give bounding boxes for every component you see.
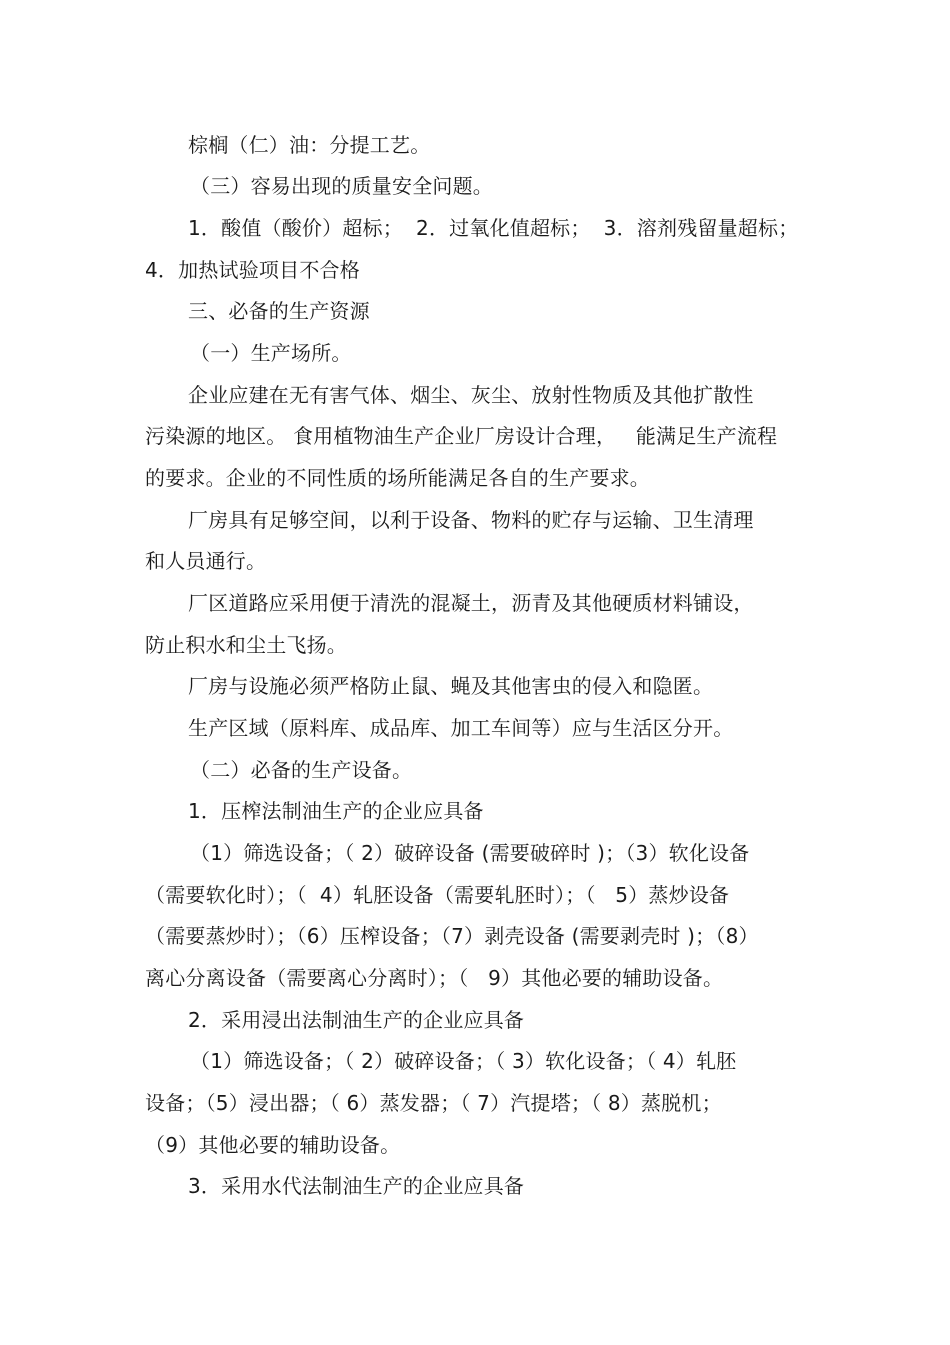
text-line-road-1: 厂区道路应采用便于清洗的混凝土，沥青及其他硬质材料铺设， [188, 591, 754, 615]
text-line-road-2: 防止积水和尘土飞扬。 [145, 633, 347, 657]
heading-extraction-method: 2．采用浸出法制油生产的企业应具备 [188, 1008, 525, 1032]
text-line-press-1: （1）筛选设备；（ 2）破碎设备 (需要破碎时 )；（3）软化设备 [190, 841, 750, 865]
text-line-site-3: 的要求。企业的不同性质的场所能满足各自的生产要求。 [145, 466, 650, 490]
heading-production-site: （一）生产场所。 [190, 341, 352, 365]
text-line-press-2: （需要软化时）；（ 4）轧胚设备（需要轧胚时）；（ 5）蒸炒设备 [145, 883, 730, 907]
heading-press-method: 1．压榨法制油生产的企业应具备 [188, 799, 484, 823]
text-line-extraction-3: （9）其他必要的辅助设备。 [145, 1133, 401, 1157]
text-line-extraction-1: （1）筛选设备；（ 2）破碎设备；（ 3）软化设备；（ 4）轧胚 [190, 1049, 737, 1073]
text-line-site-2: 污染源的地区。 食用植物油生产企业厂房设计合理， 能满足生产流程 [145, 424, 778, 448]
heading-quality-issues: （三）容易出现的质量安全问题。 [190, 174, 493, 198]
heading-production-resources: 三、必备的生产资源 [188, 299, 370, 323]
text-line-site-1: 企业应建在无有害气体、烟尘、灰尘、放射性物质及其他扩散性 [188, 383, 754, 407]
heading-water-method: 3．采用水代法制油生产的企业应具备 [188, 1174, 525, 1198]
text-line-press-4: 离心分离设备（需要离心分离时）；（ 9）其他必要的辅助设备。 [145, 966, 724, 990]
text-line-space-1: 厂房具有足够空间，以利于设备、物料的贮存与运输、卫生清理 [188, 508, 754, 532]
text-line-issues-2: 4．加热试验项目不合格 [145, 258, 360, 282]
text-line-extraction-2: 设备；（5）浸出器；（ 6）蒸发器；（ 7）汽提塔；（ 8）蒸脱机； [145, 1091, 722, 1115]
text-line-zones: 生产区域（原料库、成品库、加工车间等）应与生活区分开。 [188, 716, 734, 740]
text-line-palm-oil: 棕榈（仁）油：分提工艺。 [188, 133, 431, 157]
text-line-issues-1: 1．酸值（酸价）超标； 2．过氧化值超标； 3．溶剂残留量超标； [188, 216, 799, 240]
text-line-pests: 厂房与设施必须严格防止鼠、蝇及其他害虫的侵入和隐匿。 [188, 674, 714, 698]
text-line-press-3: （需要蒸炒时）；（6）压榨设备；（7）剥壳设备 (需要剥壳时 )；（8） [145, 924, 759, 948]
text-line-space-2: 和人员通行。 [145, 549, 267, 573]
heading-equipment: （二）必备的生产设备。 [190, 758, 413, 782]
